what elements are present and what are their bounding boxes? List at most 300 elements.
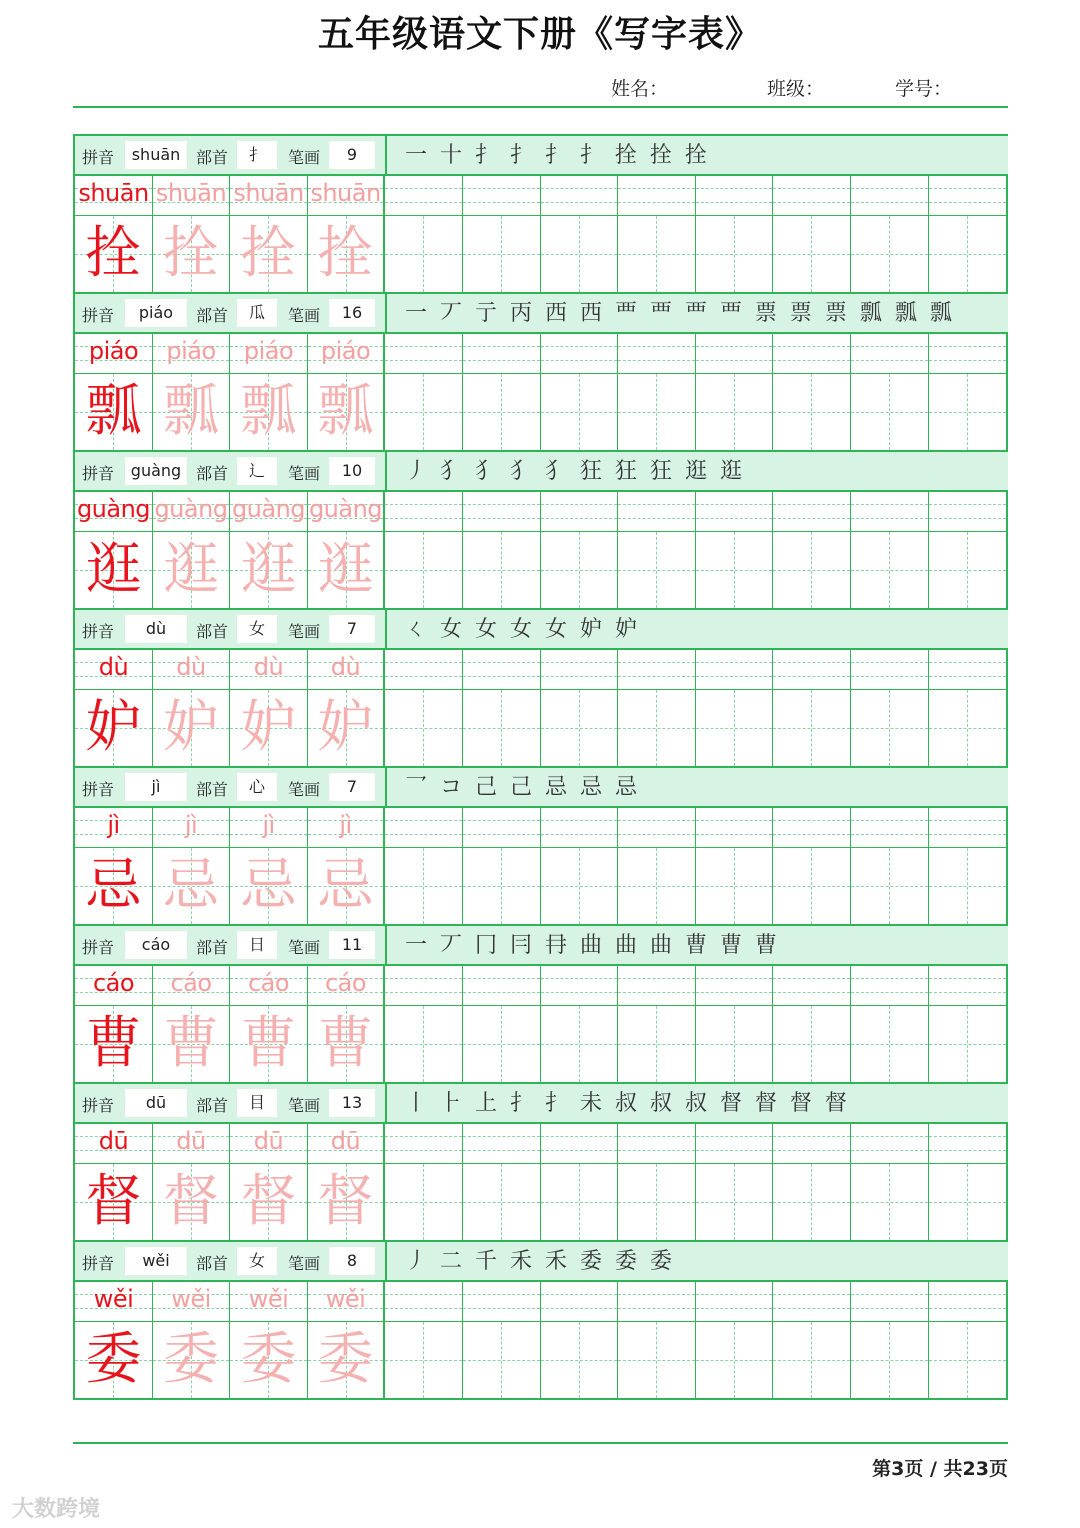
pinyin-practice-cell <box>308 334 385 374</box>
pinyin-label: 拼音 <box>82 780 115 799</box>
radical-value: 日 <box>237 931 277 959</box>
guide-line <box>929 992 1006 993</box>
character-practice-cell <box>75 690 153 766</box>
pinyin-practice-cell[interactable] <box>463 334 541 374</box>
guide-line <box>734 374 735 450</box>
character-trace: 忌 <box>240 853 297 918</box>
character-trace: 督 <box>163 1169 219 1234</box>
header-divider <box>73 106 1008 108</box>
character-practice-cell[interactable] <box>385 848 463 924</box>
character-model: 忌 <box>85 853 142 918</box>
number-field-label: 学号： <box>895 78 953 100</box>
pinyin-practice-cell[interactable] <box>851 492 929 532</box>
character-practice-cell[interactable] <box>385 690 463 766</box>
guide-line <box>929 518 1006 519</box>
info-divider <box>385 1242 387 1282</box>
pinyin-trace: piáo <box>320 337 371 365</box>
pinyin-practice-cell[interactable] <box>541 650 618 690</box>
guide-line <box>773 346 850 347</box>
character-practice-cell <box>308 848 385 924</box>
guide-line <box>501 216 502 292</box>
pinyin-practice-cell[interactable] <box>618 808 696 848</box>
pinyin-practice-cell[interactable] <box>541 966 618 1006</box>
character-practice-cell[interactable] <box>385 216 463 292</box>
pinyin-label: 拼音 <box>82 938 115 957</box>
character-practice-cell[interactable] <box>773 848 851 924</box>
radical-value: 女 <box>237 1247 277 1275</box>
pinyin-practice-cell <box>230 808 308 848</box>
guide-line <box>851 820 928 821</box>
character-practice-cell[interactable] <box>618 690 696 766</box>
pinyin-practice-cell[interactable] <box>618 1282 696 1322</box>
pinyin-trace: cáo <box>170 969 212 997</box>
guide-line <box>618 820 695 821</box>
character-practice-cell[interactable] <box>929 532 1006 608</box>
pinyin-practice-cell[interactable] <box>929 492 1006 532</box>
guide-line <box>734 1322 735 1398</box>
stroke-order-sequence: 丨 ⺊ 上 ⺘ 扌 未 叔 叔 叔 督 督 督 督 <box>405 1091 850 1116</box>
character-entry <box>75 610 1006 768</box>
guide-line <box>773 1308 850 1309</box>
guide-line <box>696 992 772 993</box>
character-practice-cell[interactable] <box>541 1164 618 1240</box>
pinyin-label: 拼音 <box>82 306 115 325</box>
guide-line <box>773 1136 850 1137</box>
character-practice-cell[interactable] <box>541 374 618 450</box>
pinyin-practice-cell <box>153 808 230 848</box>
character-practice-cell[interactable] <box>929 216 1006 292</box>
character-practice-cell[interactable] <box>618 1006 696 1082</box>
character-practice-cell[interactable] <box>696 848 773 924</box>
guide-line <box>579 1006 580 1082</box>
radical-label: 部首 <box>196 464 229 483</box>
pinyin-practice-cell[interactable] <box>929 650 1006 690</box>
guide-line <box>501 690 502 766</box>
guide-line <box>967 1006 968 1082</box>
character-practice-cell <box>75 1322 153 1398</box>
guide-line <box>385 1294 462 1295</box>
character-practice-cell[interactable] <box>696 374 773 450</box>
stroke-count-value: 8 <box>329 1247 375 1275</box>
guide-line <box>696 834 772 835</box>
character-worksheet <box>73 134 1008 1400</box>
info-divider <box>385 768 387 808</box>
pinyin-practice-cell[interactable] <box>385 808 463 848</box>
character-practice-cell[interactable] <box>851 1164 929 1240</box>
character-trace: 拴 <box>240 221 297 286</box>
character-practice-cell <box>230 1164 308 1240</box>
pinyin-practice-cell[interactable] <box>696 334 773 374</box>
pinyin-practice-cell[interactable] <box>618 492 696 532</box>
pinyin-practice-cell <box>153 176 230 216</box>
pinyin-trace: piáo <box>166 337 216 365</box>
character-practice-cell[interactable] <box>696 1322 773 1398</box>
character-practice-cell[interactable] <box>929 1164 1006 1240</box>
pinyin-practice-cell <box>75 808 153 848</box>
character-practice-cell[interactable] <box>541 848 618 924</box>
character-practice-cell[interactable] <box>463 532 541 608</box>
guide-line <box>696 676 772 677</box>
info-divider <box>385 926 387 966</box>
pinyin-practice-cell[interactable] <box>385 966 463 1006</box>
guide-line <box>773 518 850 519</box>
radical-label: 部首 <box>196 1254 229 1273</box>
pinyin-model: dū <box>98 1127 129 1155</box>
pinyin-trace: guàng <box>154 495 228 523</box>
character-practice-cell <box>230 848 308 924</box>
character-practice-cell[interactable] <box>851 848 929 924</box>
guide-line <box>773 360 850 361</box>
guide-line <box>579 690 580 766</box>
character-trace: 委 <box>240 1327 297 1392</box>
name-field-label: 姓名： <box>611 78 669 100</box>
character-practice-cell <box>230 690 308 766</box>
character-practice-cell[interactable] <box>851 1322 929 1398</box>
pinyin-practice-cell[interactable] <box>773 1282 851 1322</box>
pinyin-practice-cell <box>153 966 230 1006</box>
character-practice-cell[interactable] <box>385 1164 463 1240</box>
pinyin-practice-cell[interactable] <box>463 808 541 848</box>
stroke-order-sequence: 一 丆 亍 丙 西 西 覀 覀 覀 覀 票 票 票 瓢 瓢 瓢 <box>405 301 955 326</box>
guide-line <box>656 848 657 924</box>
character-trace: 委 <box>317 1327 374 1392</box>
guide-line <box>929 834 1006 835</box>
pinyin-practice-cell[interactable] <box>463 650 541 690</box>
character-practice-cell[interactable] <box>851 1006 929 1082</box>
character-practice-cell <box>75 216 153 292</box>
pinyin-trace: guàng <box>231 495 306 523</box>
character-practice-cell[interactable] <box>463 374 541 450</box>
guide-line <box>696 504 772 505</box>
character-trace: 瓢 <box>163 379 219 444</box>
stroke-count-value: 7 <box>329 615 375 643</box>
guide-line <box>541 1308 617 1309</box>
pinyin-trace: dū <box>253 1127 284 1155</box>
guide-line <box>618 346 695 347</box>
pinyin-practice-cell[interactable] <box>385 176 463 216</box>
pinyin-practice-cell[interactable] <box>463 1282 541 1322</box>
guide-line <box>773 1150 850 1151</box>
character-info-bar <box>75 294 1008 334</box>
character-trace: 曹 <box>240 1011 297 1076</box>
character-practice-cell[interactable] <box>929 1322 1006 1398</box>
guide-line <box>851 188 928 189</box>
pinyin-practice-cell[interactable] <box>463 966 541 1006</box>
pinyin-practice-cell[interactable] <box>463 492 541 532</box>
character-practice-cell[interactable] <box>929 690 1006 766</box>
pinyin-trace: wěi <box>248 1285 289 1313</box>
stroke-order-sequence: 一 十 扌 扌 扌 扌 拴 拴 拴 <box>405 143 710 168</box>
pinyin-practice-cell[interactable] <box>773 808 851 848</box>
character-practice-cell[interactable] <box>463 1322 541 1398</box>
character-practice-cell[interactable] <box>463 690 541 766</box>
guide-line <box>851 1150 928 1151</box>
character-practice-cell[interactable] <box>463 1006 541 1082</box>
guide-line <box>889 374 890 450</box>
stroke-count-value: 7 <box>329 773 375 801</box>
pinyin-value: jì <box>125 773 187 801</box>
guide-line <box>656 532 657 608</box>
guide-line <box>811 848 812 924</box>
guide-line <box>423 532 424 608</box>
pinyin-practice-cell[interactable] <box>385 492 463 532</box>
guide-line <box>656 1164 657 1240</box>
pinyin-trace: dù <box>176 653 206 681</box>
pinyin-practice-cell[interactable] <box>385 650 463 690</box>
pinyin-practice-cell[interactable] <box>773 650 851 690</box>
character-practice-cell[interactable] <box>773 374 851 450</box>
guide-line <box>734 848 735 924</box>
pinyin-practice-cell[interactable] <box>851 966 929 1006</box>
character-model: 督 <box>85 1169 142 1234</box>
guide-line <box>385 676 462 677</box>
character-practice-cell[interactable] <box>463 848 541 924</box>
guide-line <box>811 1164 812 1240</box>
character-practice-cell[interactable] <box>773 1006 851 1082</box>
pinyin-label: 拼音 <box>82 1096 115 1115</box>
guide-line <box>889 1006 890 1082</box>
guide-line <box>618 504 695 505</box>
radical-label: 部首 <box>196 148 229 167</box>
pinyin-practice-cell[interactable] <box>929 808 1006 848</box>
character-info-bar <box>75 1242 1008 1282</box>
pinyin-trace: dū <box>330 1127 361 1155</box>
character-practice-cell[interactable] <box>773 1322 851 1398</box>
pinyin-practice-cell[interactable] <box>851 650 929 690</box>
pinyin-practice-cell[interactable] <box>463 176 541 216</box>
radical-value: 扌 <box>237 141 277 169</box>
character-entry <box>75 768 1006 926</box>
character-practice-cell[interactable] <box>618 532 696 608</box>
guide-line <box>463 992 540 993</box>
pinyin-practice-cell[interactable] <box>773 1124 851 1164</box>
info-divider <box>385 294 387 334</box>
character-practice-cell[interactable] <box>541 216 618 292</box>
pinyin-practice-cell <box>308 650 385 690</box>
character-practice-cell[interactable] <box>773 1164 851 1240</box>
character-practice-cell <box>308 1006 385 1082</box>
guide-line <box>851 202 928 203</box>
guide-line <box>851 662 928 663</box>
guide-line <box>463 188 540 189</box>
pinyin-practice-cell[interactable] <box>851 1282 929 1322</box>
character-practice-cell <box>153 216 230 292</box>
guide-line <box>696 360 772 361</box>
pinyin-practice-cell[interactable] <box>696 176 773 216</box>
pinyin-practice-cell[interactable] <box>851 334 929 374</box>
guide-line <box>618 1308 695 1309</box>
guide-line <box>423 1164 424 1240</box>
pinyin-practice-cell[interactable] <box>385 334 463 374</box>
character-practice-cell[interactable] <box>851 690 929 766</box>
character-practice-cell[interactable] <box>463 1164 541 1240</box>
character-info-bar <box>75 452 1008 492</box>
guide-line <box>811 1322 812 1398</box>
character-trace: 督 <box>240 1169 297 1234</box>
pinyin-practice-cell[interactable] <box>696 966 773 1006</box>
character-practice-cell[interactable] <box>696 216 773 292</box>
character-practice-cell[interactable] <box>773 690 851 766</box>
pinyin-practice-cell[interactable] <box>696 650 773 690</box>
character-practice-cell <box>153 532 230 608</box>
pinyin-practice-cell[interactable] <box>618 176 696 216</box>
pinyin-practice-cell <box>153 650 230 690</box>
pinyin-practice-cell[interactable] <box>618 966 696 1006</box>
character-practice-cell[interactable] <box>773 532 851 608</box>
stroke-count-label: 笔画 <box>288 306 321 325</box>
pinyin-practice-cell[interactable] <box>929 334 1006 374</box>
guide-line <box>851 978 928 979</box>
pinyin-practice-cell <box>75 334 153 374</box>
pinyin-practice-cell <box>230 492 308 532</box>
pinyin-model: shuān <box>78 179 149 207</box>
character-practice-cell[interactable] <box>385 374 463 450</box>
pinyin-model: dù <box>98 653 129 681</box>
pinyin-practice-cell[interactable] <box>696 1124 773 1164</box>
pinyin-practice-cell[interactable] <box>851 808 929 848</box>
guide-line <box>696 1150 772 1151</box>
pinyin-practice-cell[interactable] <box>541 492 618 532</box>
stroke-count-value: 16 <box>329 299 375 327</box>
character-practice-cell[interactable] <box>851 216 929 292</box>
guide-line <box>618 662 695 663</box>
character-practice-cell[interactable] <box>618 374 696 450</box>
guide-line <box>929 202 1006 203</box>
guide-line <box>501 1164 502 1240</box>
worksheet-title: 五年级语文下册《写字表》 <box>317 14 762 55</box>
character-practice-cell[interactable] <box>618 848 696 924</box>
guide-line <box>889 690 890 766</box>
pinyin-practice-cell[interactable] <box>773 176 851 216</box>
character-practice-cell[interactable] <box>929 848 1006 924</box>
pinyin-practice-cell[interactable] <box>929 1282 1006 1322</box>
guide-line <box>541 346 617 347</box>
character-practice-cell <box>153 1322 230 1398</box>
guide-line <box>967 532 968 608</box>
character-practice-cell <box>308 1322 385 1398</box>
pinyin-practice-cell[interactable] <box>541 176 618 216</box>
character-practice-cell[interactable] <box>696 532 773 608</box>
guide-line <box>929 662 1006 663</box>
pinyin-practice-cell <box>75 1282 153 1322</box>
guide-line <box>929 1150 1006 1151</box>
pinyin-trace: dù <box>253 653 284 681</box>
radical-label: 部首 <box>196 622 229 641</box>
guide-line <box>773 834 850 835</box>
pinyin-practice-cell[interactable] <box>696 1282 773 1322</box>
guide-line <box>696 978 772 979</box>
pinyin-practice-cell[interactable] <box>385 1124 463 1164</box>
guide-line <box>889 532 890 608</box>
character-practice-cell[interactable] <box>618 1164 696 1240</box>
character-practice-cell[interactable] <box>463 216 541 292</box>
character-practice-cell <box>230 1006 308 1082</box>
character-practice-cell[interactable] <box>696 690 773 766</box>
guide-line <box>967 374 968 450</box>
page-indicator: 第3页 / 共23页 <box>872 1458 1008 1480</box>
guide-line <box>929 346 1006 347</box>
character-practice-cell <box>75 1006 153 1082</box>
info-divider <box>385 452 387 492</box>
character-practice-cell[interactable] <box>541 690 618 766</box>
pinyin-practice-cell[interactable] <box>773 492 851 532</box>
pinyin-model: jì <box>107 811 120 839</box>
guide-line <box>501 848 502 924</box>
pinyin-practice-cell[interactable] <box>541 1124 618 1164</box>
guide-line <box>579 216 580 292</box>
pinyin-practice-cell[interactable] <box>773 966 851 1006</box>
guide-line <box>385 188 462 189</box>
guide-line <box>967 1164 968 1240</box>
character-practice-cell[interactable] <box>773 216 851 292</box>
guide-line <box>618 978 695 979</box>
character-practice-cell[interactable] <box>541 1322 618 1398</box>
character-practice-cell[interactable] <box>385 1322 463 1398</box>
guide-line <box>967 848 968 924</box>
pinyin-practice-cell[interactable] <box>463 1124 541 1164</box>
guide-line <box>618 1294 695 1295</box>
character-entry <box>75 136 1006 294</box>
pinyin-practice-cell <box>75 650 153 690</box>
character-practice-cell[interactable] <box>385 532 463 608</box>
character-practice-cell <box>75 848 153 924</box>
character-practice-cell[interactable] <box>618 216 696 292</box>
character-info-bar <box>75 610 1008 650</box>
pinyin-practice-cell[interactable] <box>541 1282 618 1322</box>
character-practice-cell[interactable] <box>618 1322 696 1398</box>
character-entry <box>75 452 1006 610</box>
character-practice-cell[interactable] <box>696 1006 773 1082</box>
pinyin-practice-cell[interactable] <box>541 334 618 374</box>
guide-line <box>618 360 695 361</box>
pinyin-value: dù <box>125 615 187 643</box>
character-practice-cell[interactable] <box>851 374 929 450</box>
character-entry <box>75 926 1006 1084</box>
pinyin-practice-cell[interactable] <box>851 176 929 216</box>
pinyin-practice-cell[interactable] <box>541 808 618 848</box>
guide-line <box>385 360 462 361</box>
stroke-order-sequence: 一 丆 冂 冃 冄 曲 曲 曲 曹 曹 曹 <box>405 933 780 958</box>
guide-line <box>851 834 928 835</box>
character-practice-cell <box>153 1006 230 1082</box>
character-practice-cell[interactable] <box>541 1006 618 1082</box>
guide-line <box>618 1150 695 1151</box>
pinyin-practice-cell[interactable] <box>385 1282 463 1322</box>
pinyin-practice-cell[interactable] <box>929 1124 1006 1164</box>
character-practice-cell <box>308 690 385 766</box>
guide-line <box>696 1294 772 1295</box>
pinyin-practice-cell[interactable] <box>929 966 1006 1006</box>
pinyin-practice-cell <box>308 966 385 1006</box>
character-practice-cell[interactable] <box>696 1164 773 1240</box>
character-practice-cell[interactable] <box>385 1006 463 1082</box>
pinyin-practice-cell[interactable] <box>618 1124 696 1164</box>
character-practice-cell[interactable] <box>541 532 618 608</box>
guide-line <box>423 1322 424 1398</box>
character-practice-cell[interactable] <box>851 532 929 608</box>
pinyin-practice-cell[interactable] <box>773 334 851 374</box>
pinyin-practice-cell[interactable] <box>929 176 1006 216</box>
pinyin-practice-cell[interactable] <box>696 492 773 532</box>
character-practice-cell[interactable] <box>929 374 1006 450</box>
character-practice-cell[interactable] <box>929 1006 1006 1082</box>
radical-label: 部首 <box>196 306 229 325</box>
pinyin-practice-cell[interactable] <box>618 650 696 690</box>
character-practice-cell <box>230 532 308 608</box>
pinyin-practice-cell[interactable] <box>851 1124 929 1164</box>
pinyin-practice-cell[interactable] <box>618 334 696 374</box>
pinyin-practice-cell[interactable] <box>696 808 773 848</box>
